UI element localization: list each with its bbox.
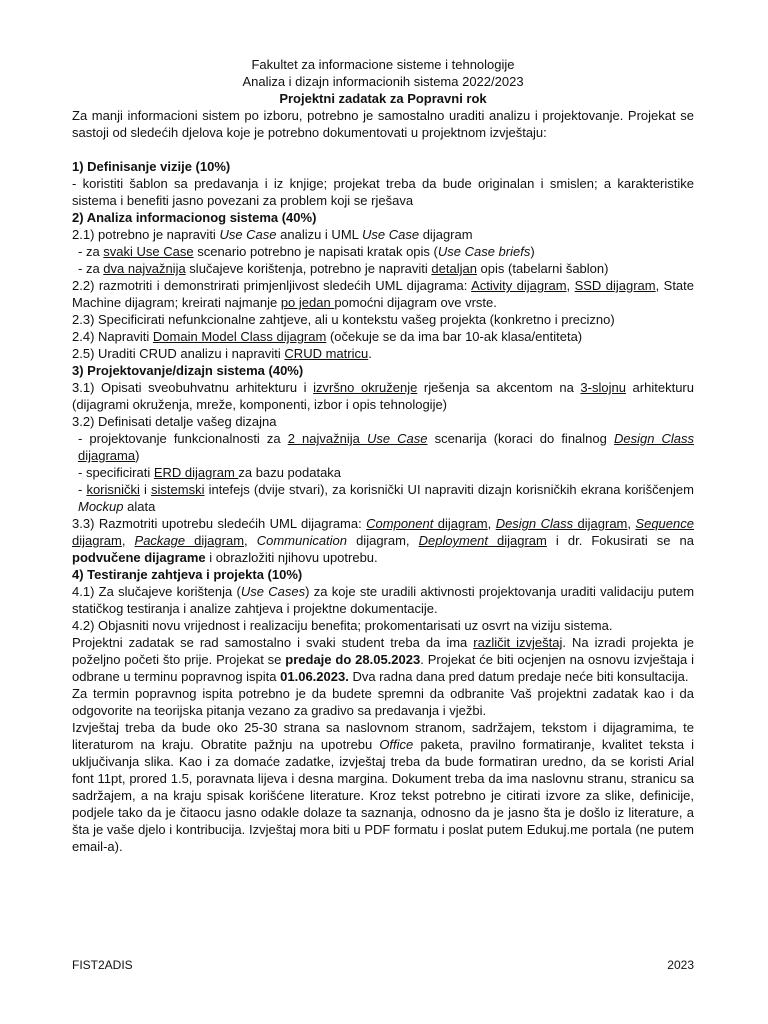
text-run: Za manji informacioni sistem po izboru, potrebno je samostalno uraditi analizu i projektovanje. Projekat se sastoji od sledećih djelova koje je potrebno dokumentovati u projektnom izvještaju: xyxy=(72,108,694,140)
text-run: Use Case xyxy=(366,431,428,446)
section-3-heading: 3) Projektovanje/dizajn sistema (40%) xyxy=(72,363,304,378)
item-3-1 xyxy=(72,379,694,413)
faculty-name: Fakultet za informacione sisteme i tehnologije xyxy=(251,57,515,72)
text-run: CRUD matricu xyxy=(284,346,369,361)
section-1-heading: 1) Definisanje vizije (10%) xyxy=(72,159,231,174)
text-run: dijagram xyxy=(573,516,628,531)
text-run: Communication xyxy=(256,533,348,548)
text-run: izvršno okruženje xyxy=(313,380,418,395)
text-run: po jedan xyxy=(280,295,335,310)
text-run: - za xyxy=(78,261,104,276)
course-name: Analiza i dizajn informacionih sistema 2022/2023 xyxy=(242,74,524,89)
text-run: . Na izradi projekta je poželjno početi što prije. Projekat se xyxy=(72,635,694,667)
header xyxy=(72,56,694,107)
text-run: Office xyxy=(379,737,414,752)
section-4-heading: 4) Testiranje zahtjeva i projekta (10%) xyxy=(72,567,303,582)
text-run: Use Case briefs xyxy=(437,244,531,259)
text-run: 3.3) Razmotriti upotrebu sledećih UML dijagrama: xyxy=(72,516,367,531)
item-3-2-a xyxy=(72,430,694,464)
item-2-1-b xyxy=(72,260,694,277)
text-run: Activity dijagram xyxy=(471,278,567,293)
text-run: paketa, pravilno formatiranje, kvalitet teksta i uključivanja slika. Kao i za domaće zadatke, izvještaj treba da bude formatiran uredno, da se koristi Arial font 11pt, prored 1.5, poravnata lijeva i desna margina. Dokument treba da ima naslovnu stranu, stranicu sa sadržajem, a na kraju spisak korišćene literature. Kroz tekst potrebno je citirati izvore za slike, definicije, podjele tako da je čitaocu jasno odakle dolaze ta saznanja, odnosno da je jasno šta je došlo iz literature, a šta je vaše djelo i kontribucija. Izvještaj mora biti u PDF formatu i poslat putem Edukuj.me portala (ne putem email-a). xyxy=(72,737,694,854)
text-run: Domain Model Class dijagram xyxy=(152,329,327,344)
text-run: Mockup xyxy=(78,499,124,514)
text-run: opis (tabelarni šablon) xyxy=(476,261,609,276)
text-run: dijagram xyxy=(419,227,473,242)
text-run: Izvještaj treba da bude oko 25-30 strana sa naslovnom stranom, sadržajem, tekstom i dijagramima, te literaturom na kraju. Obratite pažnju na upotrebu xyxy=(72,720,694,752)
text-run: , xyxy=(487,516,496,531)
item-3-2 xyxy=(72,413,694,430)
item-2-3 xyxy=(72,311,694,328)
text-run: dijagrama xyxy=(78,448,136,463)
text-run: . Projekat će biti ocjenjen na osnovu izvještaja i odbrane u terminu popravnog ispita xyxy=(72,652,694,684)
text-run: (očekuje se da ima bar 10-ak klasa/entiteta) xyxy=(326,329,583,344)
text-run: Design Class xyxy=(613,431,695,446)
text-run: 3-slojnu xyxy=(580,380,626,395)
text-run: dijagram xyxy=(487,533,547,548)
text-run: dijagram xyxy=(185,533,245,548)
footer-left: FIST2ADIS xyxy=(72,958,133,972)
text-run: , xyxy=(566,278,575,293)
text-run: intefejs (dvije stvari), za korisnički UI napraviti dizajn korisničkih ekrana koriščenjem xyxy=(204,482,694,497)
footer-right: 2023 xyxy=(667,958,694,972)
item-2-4 xyxy=(72,328,694,345)
text-run: Projektni zadatak se rad samostalno i svaki student treba da ima xyxy=(72,635,474,650)
text-run: i dr. Fokusirati se na xyxy=(546,533,694,548)
item-2-2 xyxy=(72,277,694,311)
text-run: dijagram, xyxy=(347,533,419,548)
text-run: sistemski xyxy=(151,482,205,497)
item-3-2-c xyxy=(72,481,694,515)
section-1-text: - koristiti šablon sa predavanja i iz knjige; projekat treba da bude originalan i smislen; a karakteristike sistema i benefiti jasno povezani za problem koji se rješava xyxy=(72,176,694,208)
text-run: korisnički xyxy=(86,482,140,497)
text-run: za bazu podataka xyxy=(238,465,342,480)
text-run: Use Case xyxy=(362,227,420,242)
document-body xyxy=(72,107,694,855)
text-run: dijagram xyxy=(72,533,122,548)
item-4-1 xyxy=(72,583,694,617)
defense-paragraph xyxy=(72,685,694,719)
intro-paragraph xyxy=(72,107,694,141)
item-2-5 xyxy=(72,345,694,362)
text-run: SSD dijagram xyxy=(574,278,656,293)
text-run: - za xyxy=(78,244,104,259)
text-run: 2.1) potrebno je napraviti xyxy=(72,227,220,242)
text-run: različit izvještaj xyxy=(473,635,563,650)
item-2-1 xyxy=(72,226,694,243)
text-run: 3.2) Definisati detalje vašeg dizajna xyxy=(72,414,277,429)
text-run: podvučene dijagrame xyxy=(72,550,206,565)
text-run: i obrazložiti njihovu upotrebu. xyxy=(205,550,378,565)
text-run: 2.3) Specificirati nefunkcionalne zahtjeve, ali u kontekstu vašeg projekta (konkretno i precizno) xyxy=(72,312,615,327)
text-run: arhitekturu (dijagrami okruženja, mreže, komponenti, izbor i opis tehnologije) xyxy=(72,380,694,412)
text-run: 2.5) Uraditi CRUD analizu i napraviti xyxy=(72,346,285,361)
text-run: , xyxy=(244,533,257,548)
text-run: scenario potrebno je napisati kratak opis ( xyxy=(193,244,438,259)
text-run: - projektovanje funkcionalnosti za xyxy=(78,431,288,446)
text-run: scenarija (koraci do finalnog xyxy=(427,431,614,446)
text-run: 4.1) Za slučajeve korištenja ( xyxy=(72,584,241,599)
text-run: Use Cases xyxy=(240,584,306,599)
text-run: 4.2) Objasniti novu vrijednost i realizaciju benefita; prokomentarisati uz osvrt na viziju sistema. xyxy=(72,618,613,633)
text-run: ERD dijagram xyxy=(153,465,239,480)
text-run: detaljan xyxy=(431,261,477,276)
text-run: Deployment xyxy=(418,533,488,548)
text-run: dijagram xyxy=(433,516,488,531)
text-run: - xyxy=(78,482,87,497)
text-run: , xyxy=(627,516,636,531)
text-run: slučajeve korištenja, potrebno je napraviti xyxy=(185,261,432,276)
text-run: dva najvažnija xyxy=(103,261,186,276)
text-run: 2.4) Napraviti xyxy=(72,329,153,344)
text-run: 3.1) Opisati sveobuhvatnu arhitekturu i xyxy=(72,380,314,395)
document-title: Projektni zadatak za Popravni rok xyxy=(279,91,487,106)
text-run: Design Class xyxy=(495,516,574,531)
text-run: Use Case xyxy=(219,227,277,242)
text-run: ) xyxy=(530,244,535,259)
item-4-2 xyxy=(72,617,694,634)
text-run: , State Machine dijagram; kreirati najmanje xyxy=(72,278,695,310)
text-run: Dva radna dana pred datum predaje neće biti konsultacija. xyxy=(348,669,689,684)
text-run: 01.06.2023. xyxy=(280,669,349,684)
spacer xyxy=(72,141,694,158)
text-run: 2.2) razmotriti i demonstrirati primjenljivost sledećih UML dijagrama: xyxy=(72,278,472,293)
submission-paragraph xyxy=(72,634,694,685)
text-run: 2 najvažnija xyxy=(287,431,367,446)
text-run: - specificirati xyxy=(78,465,154,480)
text-run: analizu i UML xyxy=(276,227,363,242)
text-run: rješenja sa akcentom na xyxy=(417,380,581,395)
text-run: pomoćni dijagram ove vrste. xyxy=(334,295,497,310)
text-run: , xyxy=(121,533,135,548)
section-2-heading: 2) Analiza informacionog sistema (40%) xyxy=(72,210,317,225)
text-run: svaki Use Case xyxy=(103,244,194,259)
text-run: ) xyxy=(135,448,140,463)
report-format-paragraph xyxy=(72,719,694,855)
text-run: ) za koje ste uradili aktivnosti projektovanja uraditi validaciju putem statičkog testiranja i analize zahtjeva i projektne dokumentacije. xyxy=(72,584,695,616)
text-run: alata xyxy=(123,499,156,514)
text-run: predaje do 28.05.2023 xyxy=(285,652,421,667)
text-run: Component xyxy=(366,516,434,531)
text-run: . xyxy=(368,346,372,361)
text-run: Sequence xyxy=(635,516,694,531)
item-2-1-a xyxy=(72,243,694,260)
text-run: Za termin popravnog ispita potrebno je da budete spremni da odbranite Vaš projektni zadatak kao i da odgovorite na teorijska pitanja vezano za gradivo sa predavanja i vježbi. xyxy=(72,686,694,718)
item-3-3 xyxy=(72,515,694,566)
item-3-2-b xyxy=(72,464,694,481)
text-run: Package xyxy=(134,533,186,548)
text-run: i xyxy=(139,482,152,497)
